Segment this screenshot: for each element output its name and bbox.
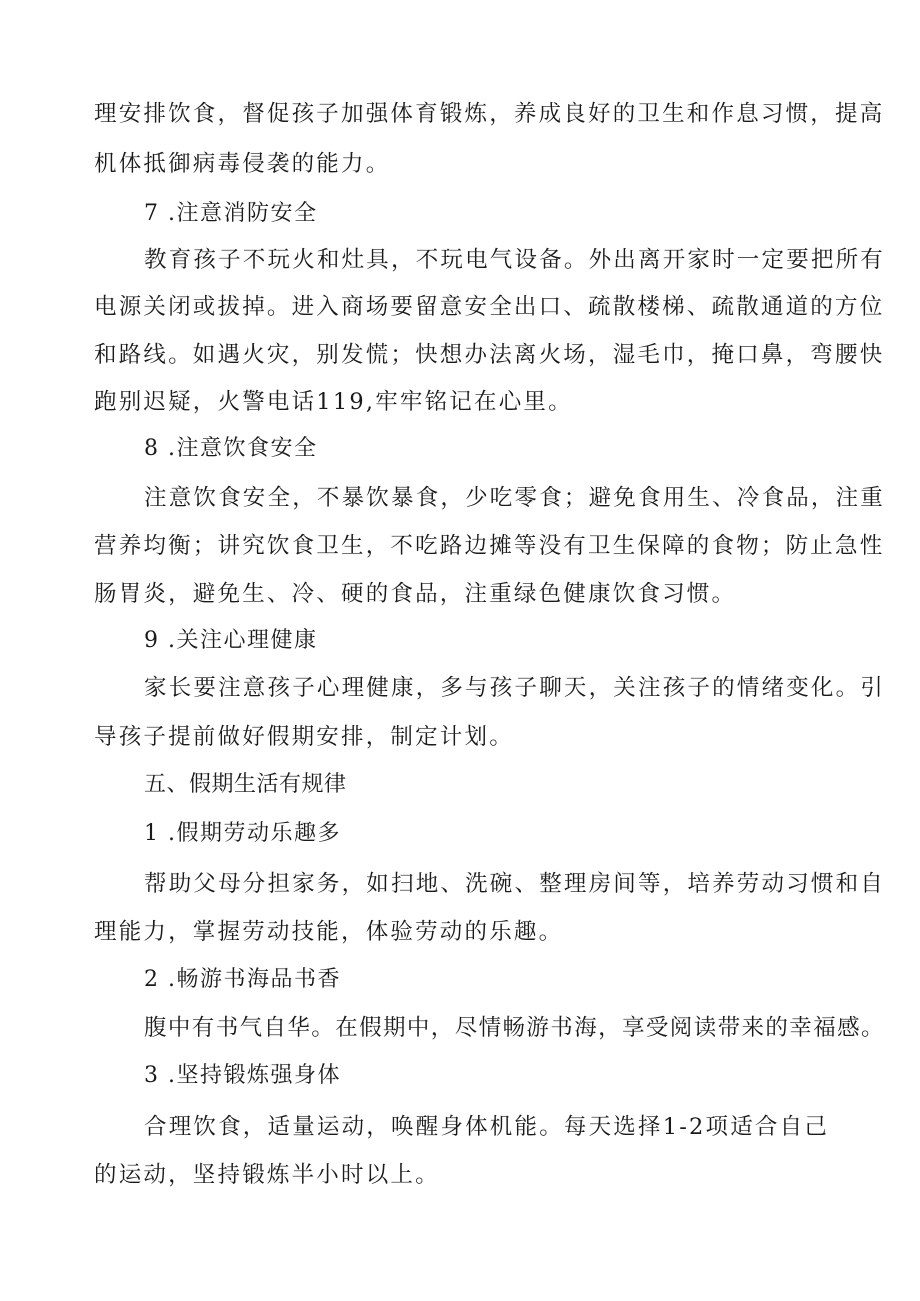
paragraph-line: 家长要注意孩子心理健康，多与孩子聊天，关注孩子的情绪变化。引 (144, 675, 886, 701)
subsection-title-reading: 2 .畅游书海品书香 (144, 967, 341, 992)
subsection-title-mental-health: 9 .关注心理健康 (144, 628, 318, 653)
paragraph-line: 理安排饮食，督促孩子加强体育锻炼，养成良好的卫生和作息习惯，提高 (94, 101, 885, 127)
paragraph-line: 帮助父母分担家务，如扫地、洗碗、整理房间等，培养劳动习惯和自 (144, 871, 886, 897)
subsection-title-labor: 1 .假期劳动乐趣多 (144, 821, 341, 846)
subsection-title-fire-safety: 7 .注意消防安全 (144, 201, 318, 226)
paragraph-line: 肠胃炎，避免生、冷、硬的食品，注重绿色健康饮食习惯。 (94, 581, 737, 607)
section-heading: 五、假期生活有规律 (144, 772, 347, 797)
paragraph-line: 导孩子提前做好假期安排，制定计划。 (94, 724, 514, 750)
subsection-title-food-safety: 8 .注意饮食安全 (144, 436, 318, 461)
paragraph-line: 腹中有书气自华。在假期中，尽情畅游书海，享受阅读带来的幸福感。 (144, 1015, 885, 1041)
paragraph-line: 机体抵御病毒侵袭的能力。 (94, 151, 391, 177)
paragraph-line: 理能力，掌握劳动技能，体验劳动的乐趣。 (94, 919, 564, 945)
paragraph-line: 合理饮食，适量运动，唤醒身体机能。每天选择1-2项适合自己 (144, 1114, 830, 1140)
paragraph-line: 和路线。如遇火灾，别发慌；快想办法离火场，湿毛巾，掩口鼻，弯腰快 (94, 342, 885, 368)
paragraph-line: 电源关闭或拔掉。进入商场要留意安全出口、疏散楼梯、疏散通道的方位 (94, 294, 885, 320)
paragraph-line: 营养均衡；讲究饮食卫生，不吃路边摊等没有卫生保障的食物；防止急性 (94, 533, 885, 559)
paragraph-line: 跑别迟疑，火警电话119,牢牢铭记在心里。 (94, 389, 573, 415)
paragraph-line: 教育孩子不玩火和灶具，不玩电气设备。外出离开家时一定要把所有 (144, 247, 886, 273)
paragraph-line: 注意饮食安全，不暴饮暴食，少吃零食；避免食用生、冷食品，注重 (144, 485, 886, 511)
paragraph-line: 的运动，坚持锻炼半小时以上。 (94, 1162, 440, 1188)
subsection-title-exercise: 3 .坚持锻炼强身体 (144, 1063, 341, 1088)
